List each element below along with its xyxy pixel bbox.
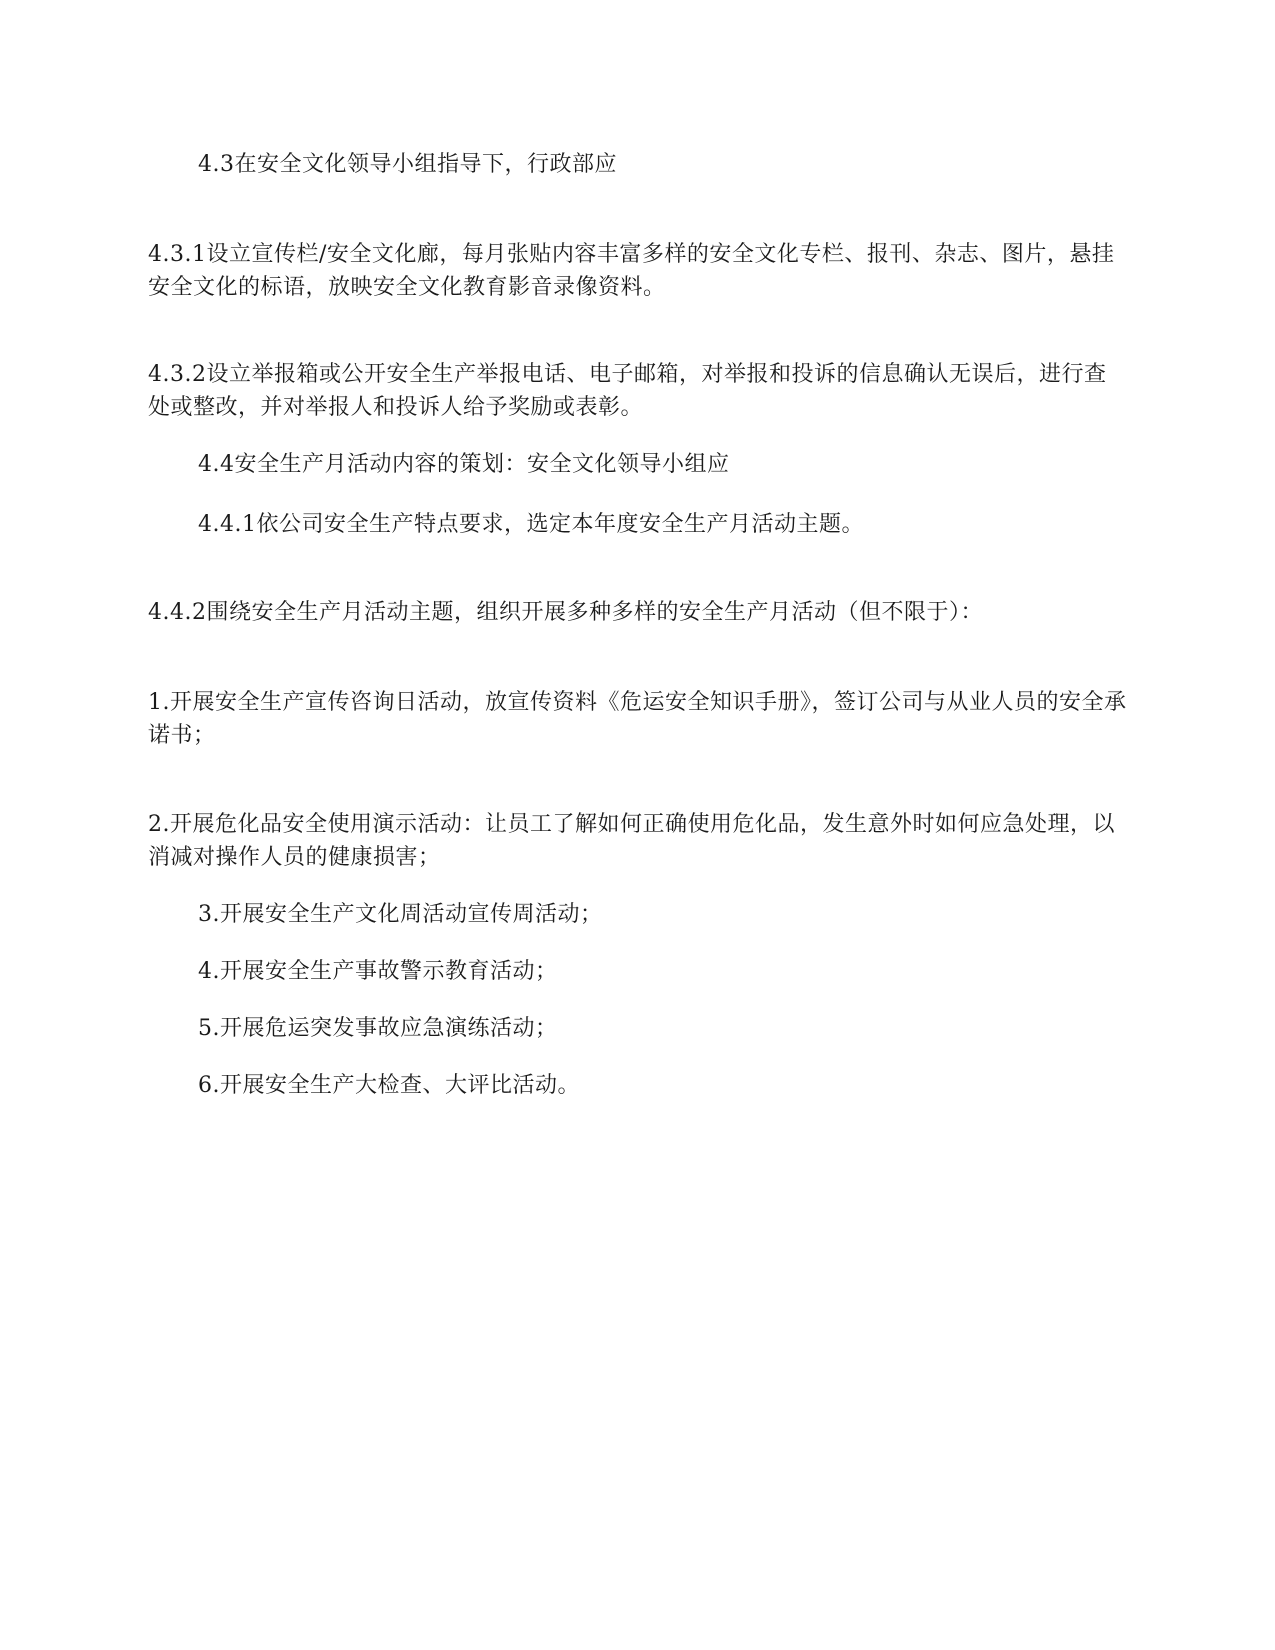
paragraph-4-4: 4.4安全生产月活动内容的策划：安全文化领导小组应	[198, 452, 730, 477]
paragraph-4-4-2: 4.4.2围绕安全生产月活动主题，组织开展多种多样的安全生产月活动（但不限于）：	[148, 600, 983, 625]
paragraph-4-3-2: 4.3.2设立举报箱或公开安全生产举报电话、电子邮箱，对举报和投诉的信息确认无误后，进行查处或整改，并对举报人和投诉人给予奖励或表彰。	[148, 362, 1107, 420]
list-item-3: 3.开展安全生产文化周活动宣传周活动；	[198, 902, 603, 927]
list-item-4: 4.开展安全生产事故警示教育活动；	[198, 959, 558, 984]
list-item-5: 5.开展危运突发事故应急演练活动；	[198, 1016, 558, 1041]
paragraph-4-3-1: 4.3.1设立宣传栏/安全文化廊，每月张贴内容丰富多样的安全文化专栏、报刊、杂志、图片，悬挂安全文化的标语，放映安全文化教育影音录像资料。	[148, 242, 1115, 300]
list-item-1: 1.开展安全生产宣传咨询日活动，放宣传资料《危运安全知识手册》，签订公司与从业人员的安全承诺书；	[148, 690, 1127, 748]
paragraph-4-4-1: 4.4.1依公司安全生产特点要求，选定本年度安全生产月活动主题。	[198, 512, 864, 537]
list-item-6: 6.开展安全生产大检查、大评比活动。	[198, 1073, 580, 1098]
paragraph-4-3: 4.3在安全文化领导小组指导下，行政部应	[198, 152, 617, 177]
list-item-2: 2.开展危化品安全使用演示活动：让员工了解如何正确使用危化品，发生意外时如何应急处理，以消减对操作人员的健康损害；	[148, 812, 1115, 870]
